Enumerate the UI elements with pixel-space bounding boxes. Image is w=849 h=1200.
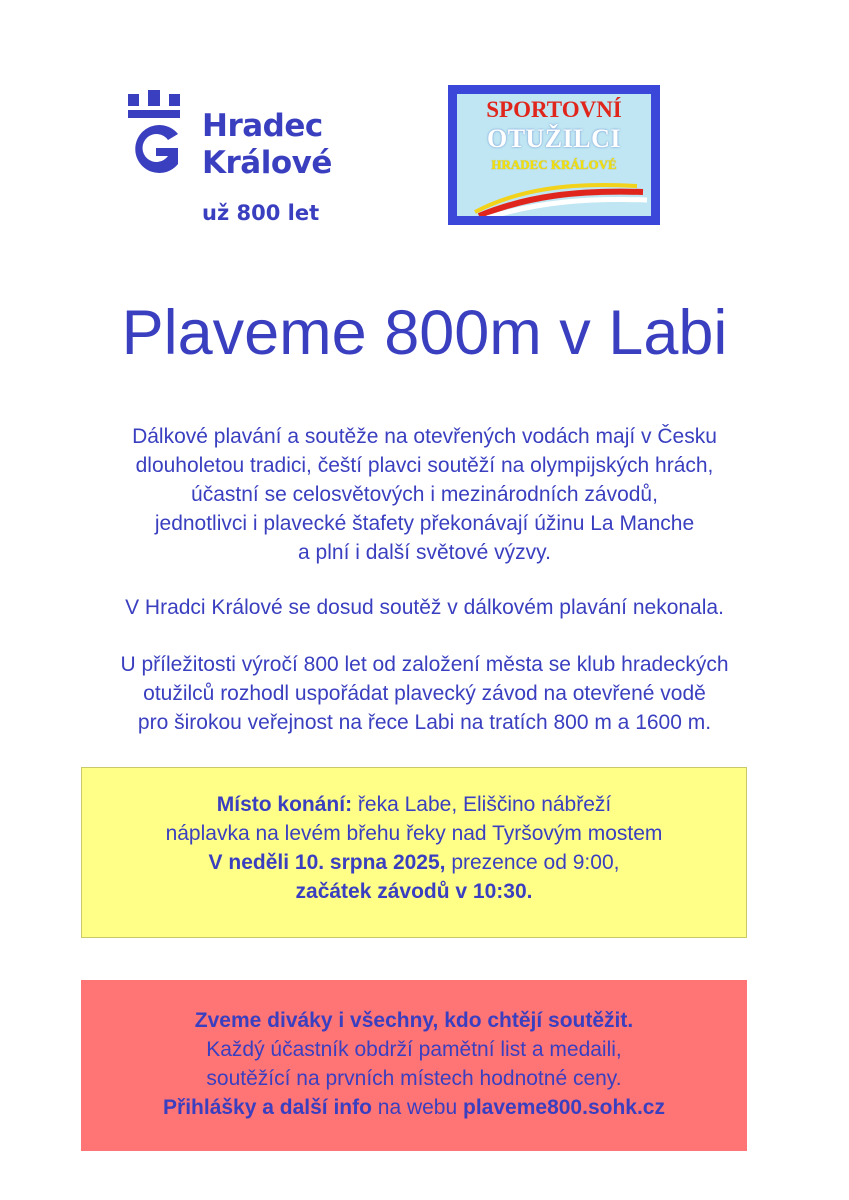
venue-start: začátek závodů v 10:30. <box>295 880 533 903</box>
invite-headline-text: Zveme diváky i všechny, kdo chtějí soutěžit. <box>194 1009 634 1032</box>
crown-g-logo-icon <box>126 90 182 182</box>
invite-info-line <box>81 1093 747 1122</box>
intro-paragraph <box>0 422 849 567</box>
invite-line3: soutěžící na prvních místech hodnotné ceny. <box>206 1067 622 1090</box>
intro-line: Dálkové plavání a soutěže na otevřených vodách mají v Česku <box>132 425 717 448</box>
intro-line: dlouholetou tradici, čeští plavci soutěží na olympijských hrách, <box>135 454 714 477</box>
city-logo <box>126 90 356 230</box>
page-title: Plaveme 800m v Labi <box>121 298 728 368</box>
club-logo-panel <box>457 94 651 216</box>
invite-box <box>81 980 747 1151</box>
city-name-line2: Králové <box>202 145 332 181</box>
occasion-line: U příležitosti výročí 800 let od založení města se klub hradeckých <box>120 653 729 676</box>
statement-paragraph <box>0 593 849 622</box>
city-tagline: už 800 let <box>202 201 320 225</box>
intro-line: a plní i další světové výzvy. <box>298 541 551 564</box>
club-logo-line3: HRADEC KRÁLOVÉ <box>491 157 617 172</box>
venue-detail-line: náplavka na levém břehu řeky nad Tyršovým mostem <box>165 822 663 845</box>
invite-headline <box>81 1006 747 1035</box>
invite-info-mid: na webu <box>371 1096 464 1119</box>
invite-text <box>81 1006 747 1122</box>
venue-box <box>81 767 747 938</box>
intro-line: účastní se celosvětových i mezinárodních závodů, <box>191 483 658 506</box>
statement-line: V Hradci Králové se dosud soutěž v dálkovém plavání nekonala. <box>125 596 724 619</box>
venue-place-value: řeka Labe, Eliščino nábřeží <box>352 793 612 816</box>
occasion-line: pro širokou veřejnost na řece Labi na tratích 800 m a 1600 m. <box>137 711 712 734</box>
occasion-paragraph <box>0 650 849 737</box>
occasion-line: otužilců rozhodl uspořádat plavecký závod na otevřené vodě <box>143 682 706 705</box>
venue-place-line <box>82 790 746 819</box>
invite-info-label: Přihlášky a další info <box>163 1096 372 1119</box>
venue-date-value: prezence od 9:00, <box>445 851 620 874</box>
venue-date-line <box>82 848 746 877</box>
city-name <box>202 108 332 182</box>
invite-line2: Každý účastník obdrží pamětní list a medaili, <box>206 1038 622 1061</box>
club-logo-line1: SPORTOVNÍ <box>486 97 622 122</box>
intro-line: jednotlivci i plavecké štafety překonávají úžinu La Manche <box>154 512 695 535</box>
city-name-line1: Hradec <box>202 108 323 144</box>
club-logo <box>448 85 660 225</box>
wave-icon <box>457 172 651 216</box>
venue-text <box>82 790 746 906</box>
venue-place-label: Místo konání: <box>216 793 353 816</box>
invite-info-url[interactable]: plaveme800.sohk.cz <box>463 1096 665 1119</box>
venue-date-label: V neděli 10. srpna 2025, <box>208 851 446 874</box>
venue-start-line <box>82 877 746 906</box>
club-logo-line2: OTUŽILCI <box>486 124 622 153</box>
